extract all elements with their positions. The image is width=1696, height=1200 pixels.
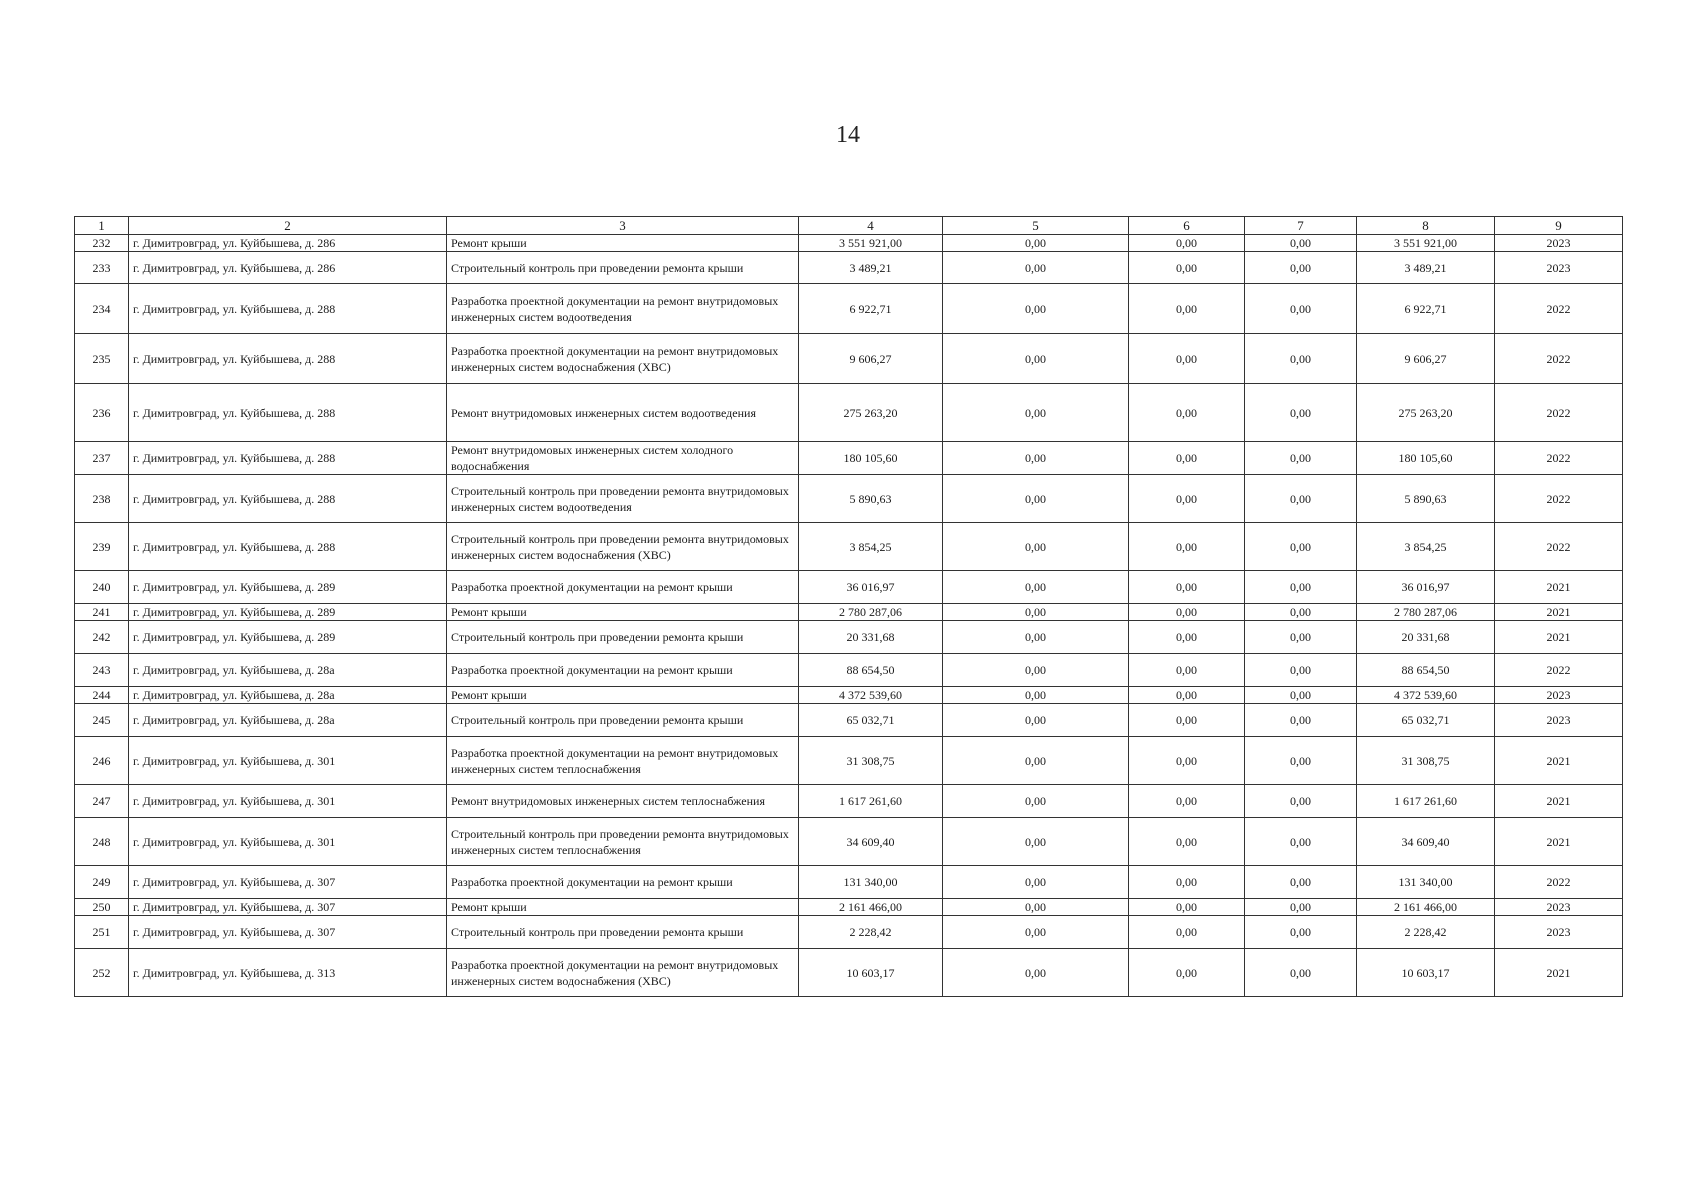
column-6-cell: 0,00 [1129,737,1245,785]
column-6-cell: 0,00 [1129,866,1245,899]
column-header-8: 8 [1357,217,1495,235]
year-cell: 2022 [1495,442,1623,475]
row-number-cell: 243 [75,654,129,687]
address-cell: г. Димитровград, ул. Куйбышева, д. 307 [129,899,447,916]
column-8-cell: 10 603,17 [1357,949,1495,997]
total-cost-cell: 34 609,40 [799,818,943,866]
year-cell: 2021 [1495,621,1623,654]
work-type-cell: Ремонт крыши [447,899,799,916]
column-7-cell: 0,00 [1245,384,1357,442]
table-row [75,687,1623,704]
column-5-cell: 0,00 [943,687,1129,704]
column-8-cell: 88 654,50 [1357,654,1495,687]
address-cell: г. Димитровград, ул. Куйбышева, д. 307 [129,866,447,899]
work-type-cell: Строительный контроль при проведении ремонта крыши [447,704,799,737]
column-8-cell: 36 016,97 [1357,571,1495,604]
column-6-cell: 0,00 [1129,523,1245,571]
total-cost-cell: 2 780 287,06 [799,604,943,621]
table-row [75,621,1623,654]
column-7-cell: 0,00 [1245,866,1357,899]
column-7-cell: 0,00 [1245,949,1357,997]
table-row [75,384,1623,442]
table-row [75,654,1623,687]
work-type-cell: Разработка проектной документации на ремонт внутридомовых инженерных систем водоотведения [447,284,799,334]
column-8-cell: 275 263,20 [1357,384,1495,442]
column-5-cell: 0,00 [943,654,1129,687]
repair-registry-table [74,216,1623,997]
column-8-cell: 131 340,00 [1357,866,1495,899]
work-type-cell: Ремонт крыши [447,235,799,252]
row-number-cell: 238 [75,475,129,523]
column-7-cell: 0,00 [1245,737,1357,785]
column-6-cell: 0,00 [1129,916,1245,949]
column-7-cell: 0,00 [1245,235,1357,252]
row-number-cell: 240 [75,571,129,604]
table-header [75,217,1623,235]
work-type-cell: Строительный контроль при проведении ремонта крыши [447,621,799,654]
year-cell: 2023 [1495,252,1623,284]
column-5-cell: 0,00 [943,866,1129,899]
column-header-9: 9 [1495,217,1623,235]
row-number-cell: 252 [75,949,129,997]
row-number-cell: 239 [75,523,129,571]
work-type-cell: Ремонт внутридомовых инженерных систем теплоснабжения [447,785,799,818]
table-row [75,949,1623,997]
address-cell: г. Димитровград, ул. Куйбышева, д. 313 [129,949,447,997]
column-8-cell: 6 922,71 [1357,284,1495,334]
column-6-cell: 0,00 [1129,818,1245,866]
column-5-cell: 0,00 [943,442,1129,475]
address-cell: г. Димитровград, ул. Куйбышева, д. 289 [129,571,447,604]
year-cell: 2022 [1495,866,1623,899]
row-number-cell: 250 [75,899,129,916]
row-number-cell: 245 [75,704,129,737]
table-row [75,475,1623,523]
year-cell: 2023 [1495,704,1623,737]
total-cost-cell: 275 263,20 [799,384,943,442]
column-5-cell: 0,00 [943,785,1129,818]
table-row [75,334,1623,384]
column-5-cell: 0,00 [943,252,1129,284]
total-cost-cell: 36 016,97 [799,571,943,604]
work-type-cell: Ремонт крыши [447,687,799,704]
column-6-cell: 0,00 [1129,252,1245,284]
column-6-cell: 0,00 [1129,621,1245,654]
column-6-cell: 0,00 [1129,704,1245,737]
total-cost-cell: 4 372 539,60 [799,687,943,704]
year-cell: 2021 [1495,737,1623,785]
year-cell: 2021 [1495,571,1623,604]
column-7-cell: 0,00 [1245,604,1357,621]
row-number-cell: 247 [75,785,129,818]
column-5-cell: 0,00 [943,334,1129,384]
row-number-cell: 232 [75,235,129,252]
column-5-cell: 0,00 [943,284,1129,334]
table-row [75,442,1623,475]
column-8-cell: 3 551 921,00 [1357,235,1495,252]
column-header-2: 2 [129,217,447,235]
address-cell: г. Димитровград, ул. Куйбышева, д. 288 [129,475,447,523]
address-cell: г. Димитровград, ул. Куйбышева, д. 301 [129,785,447,818]
total-cost-cell: 3 551 921,00 [799,235,943,252]
column-8-cell: 5 890,63 [1357,475,1495,523]
year-cell: 2022 [1495,475,1623,523]
table-row [75,604,1623,621]
column-7-cell: 0,00 [1245,899,1357,916]
total-cost-cell: 5 890,63 [799,475,943,523]
address-cell: г. Димитровград, ул. Куйбышева, д. 28а [129,704,447,737]
work-type-cell: Разработка проектной документации на ремонт крыши [447,866,799,899]
address-cell: г. Димитровград, ул. Куйбышева, д. 288 [129,523,447,571]
column-8-cell: 2 228,42 [1357,916,1495,949]
column-7-cell: 0,00 [1245,785,1357,818]
work-type-cell: Строительный контроль при проведении ремонта внутридомовых инженерных систем теплоснабжения [447,818,799,866]
column-6-cell: 0,00 [1129,442,1245,475]
address-cell: г. Димитровград, ул. Куйбышева, д. 288 [129,334,447,384]
year-cell: 2023 [1495,235,1623,252]
table-row [75,523,1623,571]
column-5-cell: 0,00 [943,737,1129,785]
header-row [75,217,1623,235]
column-6-cell: 0,00 [1129,687,1245,704]
table-row [75,785,1623,818]
column-5-cell: 0,00 [943,949,1129,997]
column-7-cell: 0,00 [1245,916,1357,949]
column-header-7: 7 [1245,217,1357,235]
year-cell: 2022 [1495,384,1623,442]
table-row [75,899,1623,916]
column-7-cell: 0,00 [1245,571,1357,604]
row-number-cell: 251 [75,916,129,949]
address-cell: г. Димитровград, ул. Куйбышева, д. 307 [129,916,447,949]
row-number-cell: 242 [75,621,129,654]
column-5-cell: 0,00 [943,604,1129,621]
work-type-cell: Ремонт крыши [447,604,799,621]
total-cost-cell: 88 654,50 [799,654,943,687]
row-number-cell: 246 [75,737,129,785]
table-row [75,284,1623,334]
table-row [75,916,1623,949]
column-6-cell: 0,00 [1129,654,1245,687]
total-cost-cell: 2 228,42 [799,916,943,949]
column-7-cell: 0,00 [1245,523,1357,571]
address-cell: г. Димитровград, ул. Куйбышева, д. 289 [129,621,447,654]
work-type-cell: Разработка проектной документации на ремонт внутридомовых инженерных систем водоснабжения (ХВС) [447,334,799,384]
work-type-cell: Разработка проектной документации на ремонт крыши [447,654,799,687]
total-cost-cell: 131 340,00 [799,866,943,899]
column-5-cell: 0,00 [943,899,1129,916]
year-cell: 2022 [1495,284,1623,334]
address-cell: г. Димитровград, ул. Куйбышева, д. 288 [129,442,447,475]
column-7-cell: 0,00 [1245,687,1357,704]
row-number-cell: 249 [75,866,129,899]
column-8-cell: 2 780 287,06 [1357,604,1495,621]
column-8-cell: 1 617 261,60 [1357,785,1495,818]
column-7-cell: 0,00 [1245,654,1357,687]
column-7-cell: 0,00 [1245,442,1357,475]
row-number-cell: 235 [75,334,129,384]
row-number-cell: 233 [75,252,129,284]
address-cell: г. Димитровград, ул. Куйбышева, д. 286 [129,235,447,252]
work-type-cell: Ремонт внутридомовых инженерных систем холодного водоснабжения [447,442,799,475]
table-row [75,704,1623,737]
row-number-cell: 248 [75,818,129,866]
column-8-cell: 34 609,40 [1357,818,1495,866]
work-type-cell: Разработка проектной документации на ремонт внутридомовых инженерных систем теплоснабжения [447,737,799,785]
table-row [75,737,1623,785]
table-row [75,571,1623,604]
address-cell: г. Димитровград, ул. Куйбышева, д. 286 [129,252,447,284]
total-cost-cell: 31 308,75 [799,737,943,785]
column-6-cell: 0,00 [1129,384,1245,442]
row-number-cell: 241 [75,604,129,621]
column-7-cell: 0,00 [1245,334,1357,384]
total-cost-cell: 1 617 261,60 [799,785,943,818]
work-type-cell: Разработка проектной документации на ремонт внутридомовых инженерных систем водоснабжения (ХВС) [447,949,799,997]
column-header-1: 1 [75,217,129,235]
table-row [75,818,1623,866]
table-row [75,252,1623,284]
address-cell: г. Димитровград, ул. Куйбышева, д. 28а [129,654,447,687]
address-cell: г. Димитровград, ул. Куйбышева, д. 288 [129,384,447,442]
column-5-cell: 0,00 [943,818,1129,866]
year-cell: 2023 [1495,916,1623,949]
year-cell: 2021 [1495,604,1623,621]
table-row [75,235,1623,252]
column-6-cell: 0,00 [1129,334,1245,384]
column-7-cell: 0,00 [1245,475,1357,523]
column-8-cell: 4 372 539,60 [1357,687,1495,704]
work-type-cell: Строительный контроль при проведении ремонта крыши [447,252,799,284]
work-type-cell: Строительный контроль при проведении ремонта внутридомовых инженерных систем водоснабжения (ХВС) [447,523,799,571]
column-8-cell: 180 105,60 [1357,442,1495,475]
row-number-cell: 236 [75,384,129,442]
column-8-cell: 31 308,75 [1357,737,1495,785]
column-5-cell: 0,00 [943,523,1129,571]
column-8-cell: 20 331,68 [1357,621,1495,654]
column-8-cell: 2 161 466,00 [1357,899,1495,916]
year-cell: 2021 [1495,818,1623,866]
column-header-3: 3 [447,217,799,235]
total-cost-cell: 20 331,68 [799,621,943,654]
work-type-cell: Ремонт внутридомовых инженерных систем водоотведения [447,384,799,442]
row-number-cell: 244 [75,687,129,704]
total-cost-cell: 9 606,27 [799,334,943,384]
total-cost-cell: 10 603,17 [799,949,943,997]
address-cell: г. Димитровград, ул. Куйбышева, д. 301 [129,818,447,866]
year-cell: 2022 [1495,654,1623,687]
column-6-cell: 0,00 [1129,284,1245,334]
column-5-cell: 0,00 [943,235,1129,252]
column-header-5: 5 [943,217,1129,235]
table-row [75,866,1623,899]
work-type-cell: Строительный контроль при проведении ремонта крыши [447,916,799,949]
row-number-cell: 234 [75,284,129,334]
address-cell: г. Димитровград, ул. Куйбышева, д. 289 [129,604,447,621]
column-header-4: 4 [799,217,943,235]
column-5-cell: 0,00 [943,384,1129,442]
column-6-cell: 0,00 [1129,949,1245,997]
year-cell: 2022 [1495,334,1623,384]
column-6-cell: 0,00 [1129,235,1245,252]
total-cost-cell: 3 854,25 [799,523,943,571]
year-cell: 2021 [1495,785,1623,818]
column-7-cell: 0,00 [1245,284,1357,334]
address-cell: г. Димитровград, ул. Куйбышева, д. 301 [129,737,447,785]
total-cost-cell: 180 105,60 [799,442,943,475]
row-number-cell: 237 [75,442,129,475]
total-cost-cell: 2 161 466,00 [799,899,943,916]
column-8-cell: 3 854,25 [1357,523,1495,571]
column-6-cell: 0,00 [1129,475,1245,523]
column-header-6: 6 [1129,217,1245,235]
column-7-cell: 0,00 [1245,252,1357,284]
column-5-cell: 0,00 [943,621,1129,654]
work-type-cell: Разработка проектной документации на ремонт крыши [447,571,799,604]
year-cell: 2022 [1495,523,1623,571]
column-5-cell: 0,00 [943,916,1129,949]
total-cost-cell: 3 489,21 [799,252,943,284]
total-cost-cell: 65 032,71 [799,704,943,737]
table-body [75,235,1623,997]
column-7-cell: 0,00 [1245,621,1357,654]
column-7-cell: 0,00 [1245,704,1357,737]
work-type-cell: Строительный контроль при проведении ремонта внутридомовых инженерных систем водоотведения [447,475,799,523]
column-5-cell: 0,00 [943,475,1129,523]
year-cell: 2023 [1495,687,1623,704]
column-8-cell: 65 032,71 [1357,704,1495,737]
year-cell: 2021 [1495,949,1623,997]
column-6-cell: 0,00 [1129,571,1245,604]
column-6-cell: 0,00 [1129,785,1245,818]
address-cell: г. Димитровград, ул. Куйбышева, д. 288 [129,284,447,334]
column-8-cell: 9 606,27 [1357,334,1495,384]
year-cell: 2023 [1495,899,1623,916]
column-7-cell: 0,00 [1245,818,1357,866]
column-8-cell: 3 489,21 [1357,252,1495,284]
column-5-cell: 0,00 [943,571,1129,604]
column-5-cell: 0,00 [943,704,1129,737]
page-number: 14 [836,122,860,148]
address-cell: г. Димитровград, ул. Куйбышева, д. 28а [129,687,447,704]
total-cost-cell: 6 922,71 [799,284,943,334]
column-6-cell: 0,00 [1129,604,1245,621]
column-6-cell: 0,00 [1129,899,1245,916]
